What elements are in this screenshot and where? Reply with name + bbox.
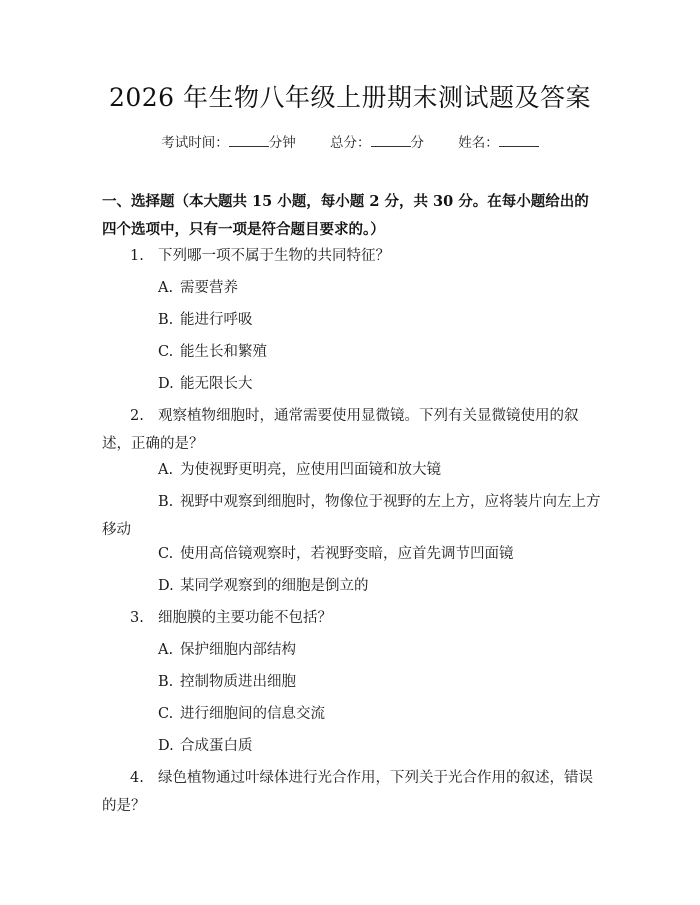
question-text: 观察植物细胞时，通常需要使用显微镜。下列有关显微镜使用的叙述，正确的是？ (102, 408, 579, 452)
question-number: 3. (130, 610, 144, 626)
option-letter: D. (158, 376, 174, 392)
answer-option (102, 668, 602, 696)
question-number: 1. (130, 248, 144, 264)
exam-time-label: 考试时间： (161, 135, 229, 151)
answer-option (102, 540, 602, 568)
exam-time-field (161, 131, 296, 151)
option-letter: B. (158, 494, 174, 510)
question-number: 2. (130, 408, 144, 424)
option-text: 视野中观察到细胞时，物像位于视野的左上方，应将装片向左上方移动 (102, 494, 601, 538)
exam-info-line (0, 131, 700, 151)
question-text: 绿色植物通过叶绿体进行光合作用，下列关于光合作用的叙述，错误的是？ (102, 770, 593, 814)
option-text: 能进行呼吸 (180, 312, 253, 328)
option-letter: A. (158, 462, 174, 478)
question-stem (102, 242, 602, 270)
total-score-blank (371, 134, 411, 147)
option-text: 使用高倍镜观察时，若视野变暗，应首先调节凹面镜 (180, 546, 514, 562)
option-letter: D. (158, 578, 174, 594)
option-text: 能生长和繁殖 (180, 344, 267, 360)
page-title: 2026 年生物八年级上册期末测试题及答案 (108, 83, 592, 112)
question-stem (102, 604, 602, 632)
option-letter: D. (158, 738, 174, 754)
option-letter: A. (158, 280, 174, 296)
option-text: 进行细胞间的信息交流 (180, 706, 325, 722)
option-letter: B. (158, 674, 174, 690)
question-text: 细胞膜的主要功能不包括？ (158, 610, 332, 626)
option-text: 合成蛋白质 (180, 738, 253, 754)
option-letter: B. (158, 312, 174, 328)
option-letter: C. (158, 344, 174, 360)
student-name-label: 姓名： (458, 135, 499, 151)
exam-time-blank (229, 134, 269, 147)
answer-option (102, 370, 602, 398)
question-stem (102, 764, 602, 820)
answer-option (102, 572, 602, 600)
answer-option (102, 338, 602, 366)
student-name-blank (499, 134, 539, 147)
question-stem (102, 402, 602, 458)
question-number: 4. (130, 770, 144, 786)
total-score-unit: 分 (410, 135, 424, 151)
answer-option (102, 456, 602, 484)
option-text: 保护细胞内部结构 (180, 642, 296, 658)
option-text: 控制物质进出细胞 (180, 674, 296, 690)
answer-option (102, 306, 602, 334)
total-score-label: 总分： (330, 135, 371, 151)
option-text: 为使视野更明亮，应使用凹面镜和放大镜 (180, 462, 441, 478)
option-letter: C. (158, 546, 174, 562)
option-letter: A. (158, 642, 174, 658)
option-letter: C. (158, 706, 174, 722)
answer-option (102, 274, 602, 302)
option-text: 需要营养 (180, 280, 238, 296)
option-text: 能无限长大 (180, 376, 253, 392)
total-score-field (330, 131, 424, 151)
answer-option (102, 700, 602, 728)
exam-time-unit: 分钟 (268, 135, 296, 151)
section-heading: 一、选择题（本大题共 15 小题，每小题 2 分，共 30 分。在每小题给出的四个选项中，只有一项是符合题目要求的。） (102, 193, 589, 238)
answer-option (102, 488, 602, 544)
option-text: 某同学观察到的细胞是倒立的 (180, 578, 369, 594)
answer-option (102, 732, 602, 760)
answer-option (102, 636, 602, 664)
question-text: 下列哪一项不属于生物的共同特征？ (158, 248, 390, 264)
student-name-field (458, 131, 539, 151)
